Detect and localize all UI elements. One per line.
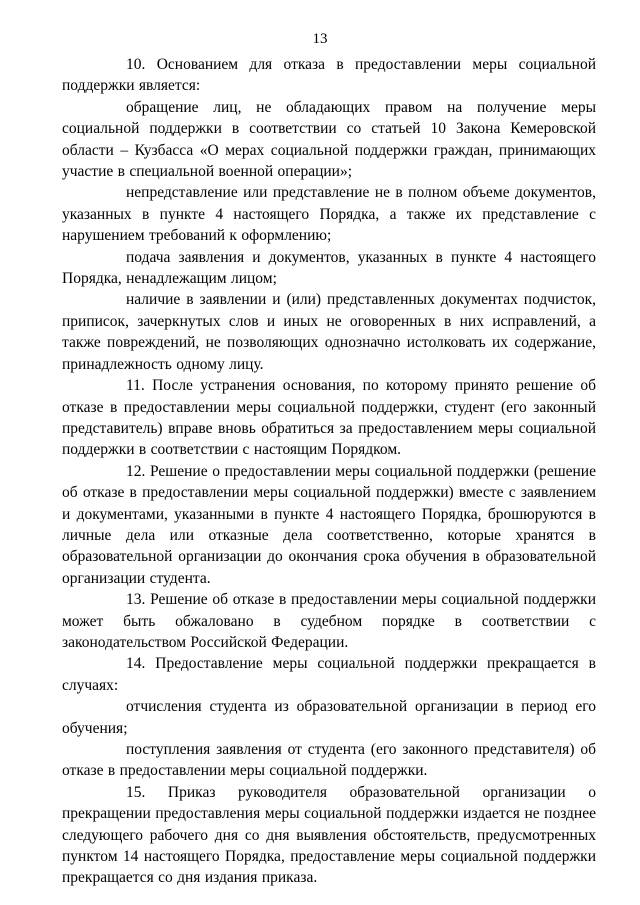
paragraph: 15. Приказ руководителя образовательной организации о прекращении предоставления меры социальной поддержки издается не позднее следующего рабочего дня со дня выявления обстоятельств, предусмотренных пунктом 14 настоящего Порядка, предоставление меры социальной поддержки прекращается со дня издания приказа. <box>62 783 596 887</box>
document-body <box>62 54 596 889</box>
paragraph: отчисления студента из образовательной организации в период его обучения; <box>62 698 596 737</box>
paragraph: поступления заявления от студента (его законного представителя) об отказе в предоставлении меры социальной поддержки. <box>62 741 596 780</box>
paragraph: обращение лиц, не обладающих правом на получение меры социальной поддержки в соответствии со статьей 10 Закона Кемеровской области – Кузбасса «О мерах социальной поддержки граждан, принимающих участие в специальной военной операции»; <box>62 98 596 181</box>
paragraph: подача заявления и документов, указанных в пункте 4 настоящего Порядка, ненадлежащим лицом; <box>62 248 596 288</box>
paragraph: непредставление или представление не в полном объеме документов, указанных в пункте 4 настоящего Порядка, а также их представление с нарушением требований к оформлению; <box>62 184 596 245</box>
paragraph: 10. Основанием для отказа в предоставлении меры социальной поддержки является: <box>62 56 596 95</box>
paragraph: 13. Решение об отказе в предоставлении меры социальной поддержки может быть обжаловано в судебном порядке в соответствии с законодательством Российской Федерации. <box>62 591 596 651</box>
paragraph: 11. После устранения основания, по которому принято решение об отказе в предоставлении меры социальной поддержки, студент (его законный представитель) вправе вновь обратиться за предоставлением меры социальной поддержки в соответствии с настоящим Порядком. <box>62 377 596 459</box>
paragraph: наличие в заявлении и (или) представленных документах подчисток, приписок, зачеркнутых слов и иных не оговоренных в них исправлений, а также повреждений, не позволяющих однозначно истолковать их содержание, принадлежность одному лицу. <box>62 291 596 373</box>
paragraph: 14. Предоставление меры социальной поддержки прекращается в случаях: <box>62 655 596 694</box>
page-number: 13 <box>312 31 328 47</box>
paragraph: 12. Решение о предоставлении меры социальной поддержки (решение об отказе в предоставлении меры социальной поддержки) вместе с заявлением и документами, указанными в пункте 4 настоящего Порядка, брошюруются в личные дела или отказные дела соответственно, которые хранятся в образовательной организации до окончания срока обучения в образовательной организации студента. <box>62 462 596 587</box>
